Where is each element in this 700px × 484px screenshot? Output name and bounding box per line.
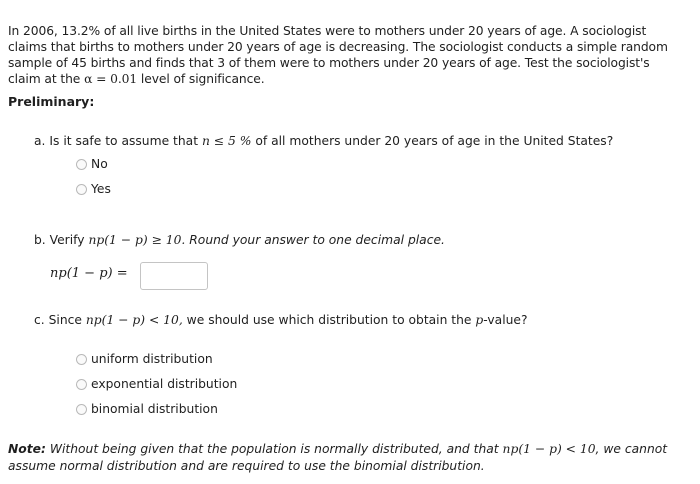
preliminary-heading: Preliminary: — [8, 94, 95, 109]
intro-line-4 — [8, 71, 688, 87]
question-c-prefix: c. — [34, 313, 45, 327]
alpha-expression: α = 0.01 — [84, 72, 138, 86]
question-b-math: np(1 − p) ≥ 10. — [88, 233, 186, 247]
note-text-pre: Without being given that the population is normally distributed, and that — [49, 442, 499, 456]
question-c-text-pre: Since — [48, 313, 82, 327]
option-exponential[interactable] — [76, 377, 237, 391]
intro-line-4-post: level of significance. — [140, 72, 265, 86]
intro-line-3: sample of 45 births and finds that 3 of them were to mothers under 20 years of age. Test the sociologist's — [8, 56, 650, 70]
question-b — [34, 233, 445, 247]
radio-exponential[interactable] — [76, 379, 87, 390]
question-b-text-post: Round your answer to one decimal place. — [189, 233, 445, 247]
question-c — [34, 313, 528, 327]
radio-uniform[interactable] — [76, 354, 87, 365]
question-c-text-mid: we should use which distribution to obtain the — [186, 313, 472, 327]
question-a-text-post: of all mothers under 20 years of age in the United States? — [255, 134, 614, 148]
question-a-options — [76, 157, 111, 196]
radio-yes[interactable] — [76, 184, 87, 195]
option-no-label: No — [91, 157, 108, 171]
intro-line-1: In 2006, 13.2% of all live births in the United States were to mothers under 20 years of age. A sociologist — [8, 24, 647, 38]
equation-label: np(1 − p) = — [50, 266, 128, 281]
radio-no[interactable] — [76, 159, 87, 170]
question-c-math-p: p — [475, 313, 484, 327]
radio-binomial[interactable] — [76, 404, 87, 415]
note-line-2: assume normal distribution and are required to use the binomial distribution. — [8, 459, 485, 473]
question-a-text-pre: Is it safe to assume that — [49, 134, 199, 148]
question-a-prefix: a. — [34, 134, 46, 148]
note-label: Note: — [8, 442, 46, 456]
option-yes-label: Yes — [91, 182, 111, 196]
intro-line-2: claims that births to mothers under 20 years of age is decreasing. The sociologist conducts a simple random — [8, 40, 668, 54]
question-a — [34, 134, 613, 148]
note-math: np(1 − p) < 10 — [502, 442, 596, 456]
option-no[interactable] — [76, 157, 111, 171]
question-c-math: np(1 − p) < 10, — [85, 313, 183, 327]
option-binomial-label: binomial distribution — [91, 402, 218, 416]
note — [8, 441, 693, 475]
option-exponential-label: exponential distribution — [91, 377, 238, 391]
intro-line-4-pre: claim at the — [8, 72, 81, 86]
option-yes[interactable] — [76, 182, 111, 196]
question-c-text-post: -value? — [483, 313, 528, 327]
answer-input[interactable] — [140, 262, 208, 290]
question-a-math: n ≤ 5 % — [201, 134, 252, 148]
option-uniform-label: uniform distribution — [91, 352, 213, 366]
option-uniform[interactable] — [76, 352, 237, 366]
question-b-text-pre: Verify — [49, 233, 85, 247]
question-c-options — [76, 352, 237, 416]
note-text-post: , we cannot — [595, 442, 668, 456]
note-line-1 — [8, 441, 693, 458]
question-b-prefix: b. — [34, 233, 46, 247]
problem-statement — [8, 23, 688, 87]
option-binomial[interactable] — [76, 402, 237, 416]
